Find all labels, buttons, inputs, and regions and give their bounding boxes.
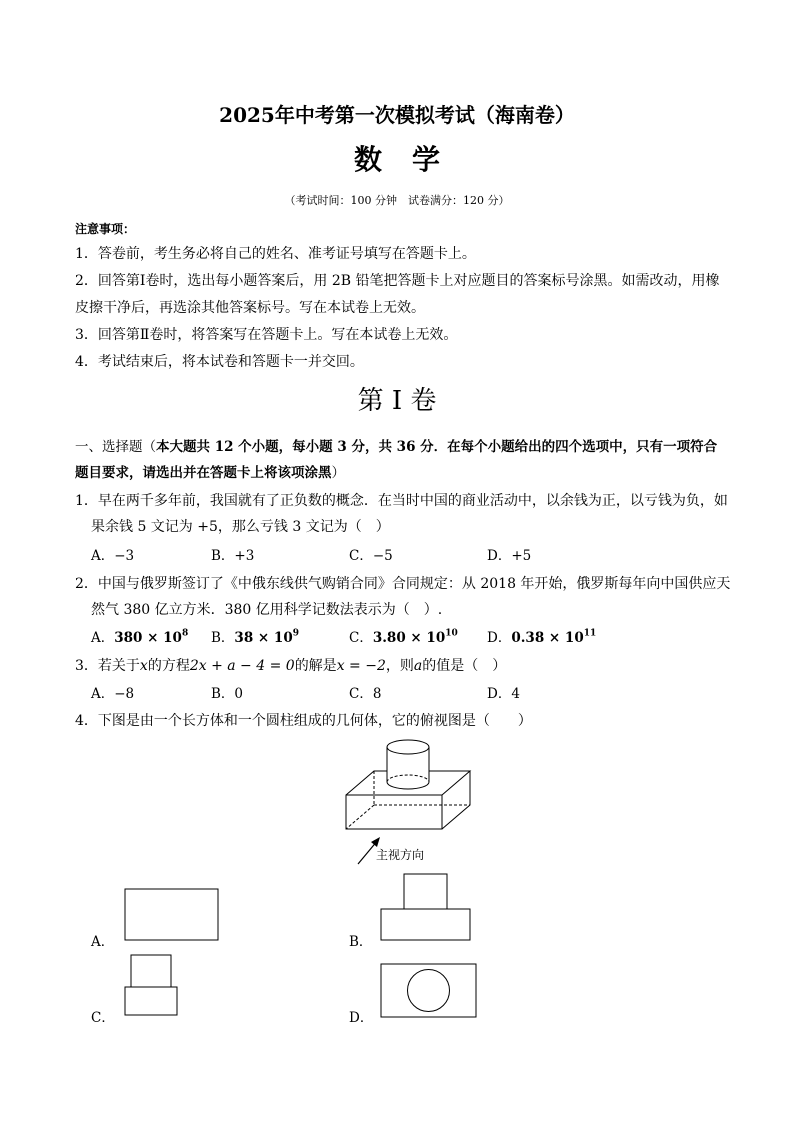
q3-text-5: 的值是（ ） (422, 658, 507, 674)
q4-option-c-figure[interactable] (124, 954, 180, 1018)
q3-text-3: 的解是 (294, 658, 337, 674)
q2-option-d-exp: 11 (583, 628, 597, 639)
cylinder (387, 740, 429, 789)
section-title: 第 I 卷 (357, 386, 437, 416)
q2-option-c-base: 3.80 × 10 (372, 630, 446, 646)
q4-line1: 4．下图是由一个长方体和一个圆柱组成的几何体，它的俯视图是（ ） (75, 713, 532, 729)
q3-text-2: 的方程 (147, 658, 190, 674)
q1-line2: 果余钱 5 文记为 +5，那么亏钱 3 文记为（ ） (91, 519, 390, 535)
q2-line2: 然气 380 亿立方米．380 亿用科学记数法表示为（ ）. (91, 602, 443, 618)
q3-var-x: x (139, 658, 148, 674)
cuboid-right-face (442, 771, 470, 829)
q2-line1: 2．中国与俄罗斯签订了《中俄东线供气购销合同》合同规定：从 2018 年开始，俄罗斯每年向中国供应天 (75, 576, 731, 592)
q2-option-a-base: 380 × 10 (114, 630, 182, 646)
q4-3d-figure (340, 735, 480, 835)
subject-title: 数学 (353, 143, 470, 176)
q2-option-b-exp: 9 (292, 628, 299, 639)
exam-title: 2025年中考第一次模拟考试（海南卷） (219, 103, 575, 127)
q3-equation: 2x + a − 4 = 0 (189, 658, 295, 674)
q2-option-c[interactable] (349, 626, 458, 646)
q1-line1: 1．早在两千多年前，我国就有了正负数的概念．在当时中国的商业活动中，以余钱为正，以亏钱为负，如 (75, 493, 728, 509)
notes-heading: 注意事项： (75, 222, 136, 236)
q2-option-b-base: 38 × 10 (234, 630, 293, 646)
q2-option-b[interactable] (211, 626, 299, 646)
q4-option-a-figure[interactable] (124, 888, 220, 942)
cuboid-front-face (346, 795, 442, 829)
part1-prefix: 一、选择题（ (75, 439, 156, 455)
q1-option-c[interactable]: C．−5 (349, 548, 393, 564)
part1-bold: 本大题共 12 个小题，每小题 3 分，共 36 分．在每个小题给出的四个选项中，只有一项符合 (156, 439, 718, 455)
q3-option-a[interactable]: A．−8 (91, 686, 135, 702)
note-item-2-cont: 皮擦干净后，再选涂其他答案标号。写在本试卷上无效。 (75, 300, 425, 316)
q4-option-c-label[interactable]: C． (91, 1010, 115, 1026)
q2-option-a-label: A． (91, 630, 115, 646)
exam-info: （考试时间：100 分钟 试卷满分：120 分） (284, 194, 510, 207)
q2-option-c-label: C． (349, 630, 373, 646)
q4-option-a-label[interactable]: A． (91, 934, 115, 950)
part1-instructions-cont (75, 461, 345, 481)
view-direction-label: 主视方向 (376, 848, 425, 862)
q3-solution: x = −2 (336, 658, 386, 674)
q4-option-b-label[interactable]: B． (349, 934, 373, 950)
q1-option-b[interactable]: B．+3 (211, 548, 255, 564)
part1-instructions (75, 435, 717, 455)
q3-option-b[interactable]: B．0 (211, 686, 244, 702)
q2-option-a-exp: 8 (181, 628, 189, 639)
q3-line1 (75, 655, 506, 675)
q2-option-c-exp: 10 (445, 628, 458, 639)
note-item-4: 4．考试结束后，将本试卷和答题卡一并交回。 (75, 354, 364, 370)
q3-option-c[interactable]: C．8 (349, 686, 382, 702)
q3-var-a: a (413, 658, 423, 674)
q4-option-b-figure[interactable] (380, 873, 472, 943)
q2-option-d[interactable] (487, 626, 596, 646)
q2-option-b-label: B． (211, 630, 235, 646)
q2-option-a[interactable] (91, 626, 188, 646)
q1-option-d[interactable]: D．+5 (487, 548, 532, 564)
q2-option-d-base: 0.38 × 10 (511, 630, 584, 646)
note-item-1: 1．答卷前，考生务必将自己的姓名、准考证号填写在答题卡上。 (75, 246, 476, 262)
q3-text-4: ，则 (385, 658, 414, 674)
q4-option-d-label[interactable]: D． (349, 1010, 374, 1026)
q3-option-d[interactable]: D．4 (487, 686, 520, 702)
part1-suffix: ） (331, 465, 345, 481)
q1-option-a[interactable]: A．−3 (91, 548, 135, 564)
q3-text-1: 3．若关于 (75, 658, 140, 674)
note-item-3: 3．回答第Ⅱ卷时，将答案写在答题卡上。写在本试卷上无效。 (75, 327, 458, 343)
part1-line2: 题目要求，请选出并在答题卡上将该项涂黑 (75, 465, 332, 481)
q2-option-d-label: D． (487, 630, 512, 646)
note-item-2: 2．回答第Ⅰ卷时，选出每小题答案后，用 2B 铅笔把答题卡上对应题目的答案标号涂黑。如需改动，用橡 (75, 273, 720, 289)
q4-option-d-figure[interactable] (380, 963, 478, 1019)
